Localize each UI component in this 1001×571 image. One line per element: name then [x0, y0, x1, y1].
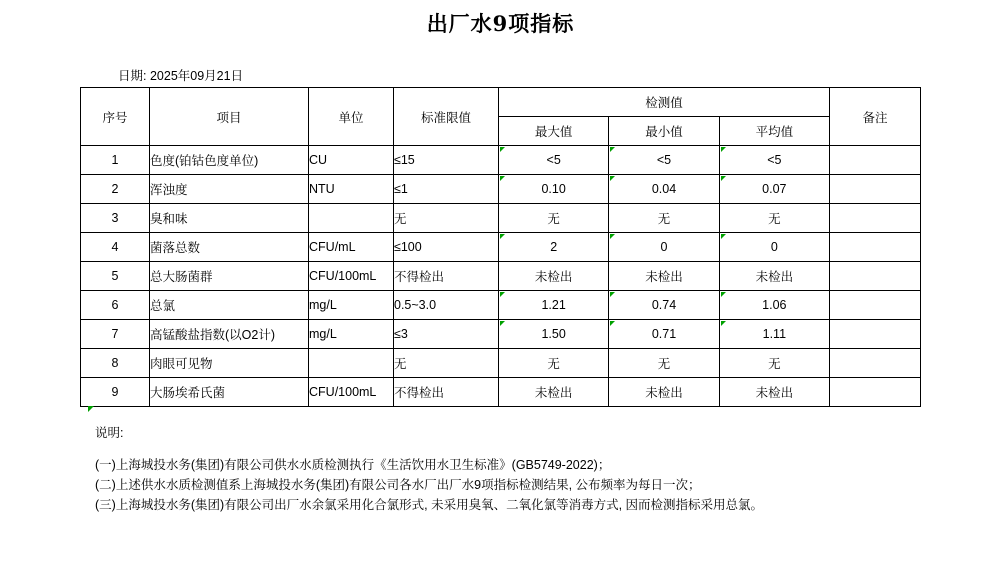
- table-row: [81, 291, 921, 320]
- cell-limit: 无: [394, 204, 499, 233]
- table-row: [81, 320, 921, 349]
- cell-min: 无: [609, 204, 719, 233]
- cell-avg: 1.11: [719, 320, 829, 349]
- notes-section: [95, 423, 763, 515]
- cell-item: 肉眼可见物: [150, 349, 309, 378]
- report-date: [118, 66, 243, 84]
- green-marker-icon: [88, 406, 94, 412]
- table-row: [81, 262, 921, 291]
- cell-min: 无: [609, 349, 719, 378]
- header-avg: 平均值: [719, 117, 829, 146]
- cell-min: <5: [609, 146, 719, 175]
- cell-unit: CFU/100mL: [309, 262, 394, 291]
- report-date-value: 2025年09月21日: [149, 69, 244, 83]
- cell-limit: 无: [394, 349, 499, 378]
- cell-note: [830, 291, 921, 320]
- notes-heading: 说明:: [95, 426, 124, 440]
- cell-avg: 未检出: [719, 262, 829, 291]
- water-quality-table: [80, 87, 921, 407]
- cell-note: [830, 320, 921, 349]
- cell-note: [830, 262, 921, 291]
- cell-item: 臭和味: [150, 204, 309, 233]
- cell-max: 1.50: [499, 320, 609, 349]
- note-line: (一)上海城投水务(集团)有限公司供水水质检测执行《生活饮用水卫生标准》(GB5749-2022)；: [95, 458, 611, 472]
- cell-avg: 0: [719, 233, 829, 262]
- table-row: [81, 349, 921, 378]
- cell-unit: [309, 349, 394, 378]
- cell-item: 高锰酸盐指数(以O2计): [150, 320, 309, 349]
- cell-min: 0.74: [609, 291, 719, 320]
- table-body: [81, 146, 921, 407]
- header-max: 最大值: [499, 117, 609, 146]
- cell-min: 未检出: [609, 262, 719, 291]
- page-left-rule: [0, 8, 2, 571]
- cell-note: [830, 233, 921, 262]
- table-head: [81, 88, 921, 146]
- cell-limit: 不得检出: [394, 262, 499, 291]
- cell-max: 未检出: [499, 378, 609, 407]
- cell-seq: 3: [81, 204, 150, 233]
- page-title: 出厂水9项指标: [426, 11, 575, 36]
- cell-max: 2: [499, 233, 609, 262]
- cell-note: [830, 378, 921, 407]
- cell-note: [830, 204, 921, 233]
- cell-seq: 4: [81, 233, 150, 262]
- cell-item: 大肠埃希氏菌: [150, 378, 309, 407]
- cell-max: 无: [499, 204, 609, 233]
- cell-unit: mg/L: [309, 320, 394, 349]
- table-row: [81, 378, 921, 407]
- cell-limit: ≤15: [394, 146, 499, 175]
- cell-unit: NTU: [309, 175, 394, 204]
- cell-min: 0.71: [609, 320, 719, 349]
- cell-limit: 不得检出: [394, 378, 499, 407]
- cell-note: [830, 146, 921, 175]
- cell-item: 总大肠菌群: [150, 262, 309, 291]
- cell-seq: 1: [81, 146, 150, 175]
- cell-limit: ≤3: [394, 320, 499, 349]
- note-line: (三)上海城投水务(集团)有限公司出厂水余氯采用化合氯形式, 未采用臭氧、二氧化氯等消毒方式, 因而检测指标采用总氯。: [95, 498, 764, 512]
- cell-unit: CFU/mL: [309, 233, 394, 262]
- note-line: (二)上述供水水质检测值系上海城投水务(集团)有限公司各水厂出厂水9项指标检测结果, 公布频率为每日一次；: [95, 478, 701, 492]
- cell-limit: ≤1: [394, 175, 499, 204]
- cell-unit: CU: [309, 146, 394, 175]
- header-detected-group: 检测值: [499, 88, 830, 117]
- cell-avg: <5: [719, 146, 829, 175]
- cell-seq: 9: [81, 378, 150, 407]
- header-seq: 序号: [81, 88, 150, 146]
- cell-avg: 无: [719, 204, 829, 233]
- table-row: [81, 233, 921, 262]
- cell-seq: 5: [81, 262, 150, 291]
- cell-item: 菌落总数: [150, 233, 309, 262]
- cell-unit: mg/L: [309, 291, 394, 320]
- cell-max: <5: [499, 146, 609, 175]
- cell-avg: 无: [719, 349, 829, 378]
- cell-min: 未检出: [609, 378, 719, 407]
- cell-unit: CFU/100mL: [309, 378, 394, 407]
- table-row: [81, 146, 921, 175]
- cell-min: 0.04: [609, 175, 719, 204]
- cell-min: 0: [609, 233, 719, 262]
- header-min: 最小值: [609, 117, 719, 146]
- cell-limit: 0.5~3.0: [394, 291, 499, 320]
- cell-seq: 7: [81, 320, 150, 349]
- cell-item: 色度(铂钴色度单位): [150, 146, 309, 175]
- cell-item: 浑浊度: [150, 175, 309, 204]
- cell-avg: 0.07: [719, 175, 829, 204]
- cell-max: 1.21: [499, 291, 609, 320]
- cell-avg: 未检出: [719, 378, 829, 407]
- cell-max: 未检出: [499, 262, 609, 291]
- cell-note: [830, 349, 921, 378]
- header-note: 备注: [830, 88, 921, 146]
- table-row: [81, 204, 921, 233]
- table-row: [81, 175, 921, 204]
- cell-seq: 6: [81, 291, 150, 320]
- cell-max: 0.10: [499, 175, 609, 204]
- cell-avg: 1.06: [719, 291, 829, 320]
- table-header-row-1: [81, 88, 921, 117]
- header-item: 项目: [150, 88, 309, 146]
- header-limit: 标准限值: [394, 88, 499, 146]
- cell-seq: 2: [81, 175, 150, 204]
- cell-item: 总氯: [150, 291, 309, 320]
- cell-unit: [309, 204, 394, 233]
- cell-limit: ≤100: [394, 233, 499, 262]
- cell-max: 无: [499, 349, 609, 378]
- header-unit: 单位: [309, 88, 394, 146]
- cell-seq: 8: [81, 349, 150, 378]
- cell-note: [830, 175, 921, 204]
- report-date-label: 日期:: [118, 69, 147, 83]
